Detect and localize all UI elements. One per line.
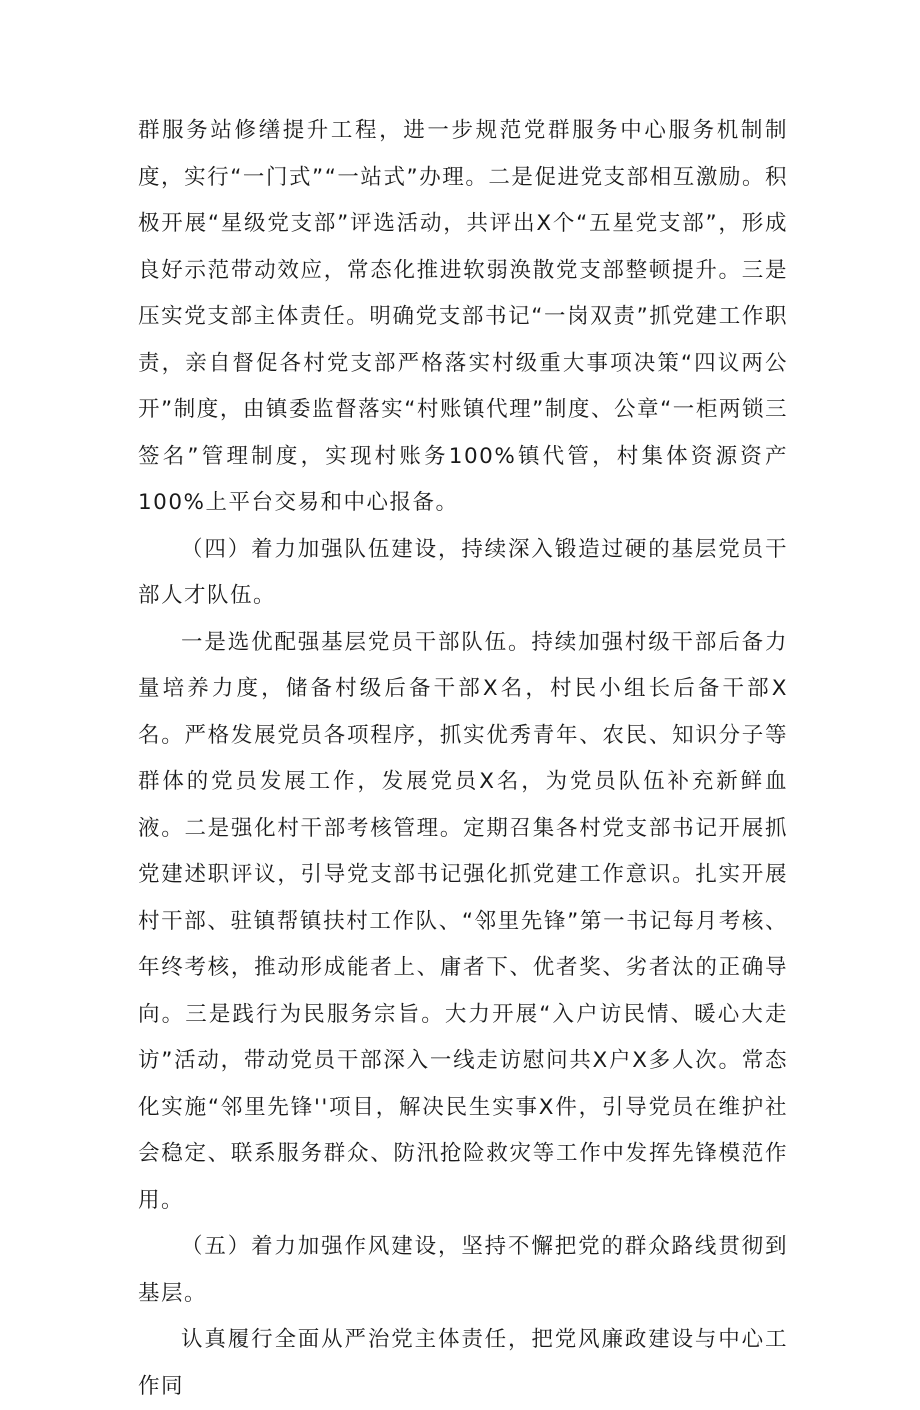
paragraph-continuation: 群服务站修缮提升工程，进一步规范党群服务中心服务机制制度，实行“一门式”“一站式”办理。二是促进党支部相互激励。积极开展“星级党支部”评选活动，共评出X个“五星党支部”，形成良好示范带动效应，常态化推进软弱涣散党支部整顿提升。三是压实党支部主体责任。明确党支部书记“一岗双责”抓党建工作职责，亲自督促各村党支部严格落实村级重大事项决策“四议两公开”制度，由镇委监督落实“村账镇代理”制度、公章“一柜两锁三签名”管理制度，实现村账务100%镇代管，村集体资源资产100%上平台交易和中心报备。 (138, 118, 788, 515)
paragraph-style-building: 认真履行全面从严治党主体责任，把党风廉政建设与中心工作同 (138, 1327, 788, 1399)
section-heading-five: （五）着力加强作风建设，坚持不懈把党的群众路线贯彻到基层。 (138, 1234, 788, 1306)
document-body (138, 108, 788, 1410)
paragraph-team-building: 一是选优配强基层党员干部队伍。持续加强村级干部后备力量培养力度，储备村级后备干部X名，村民小组长后备干部X名。严格发展党员各项程序，抓实优秀青年、农民、知识分子等群体的党员发展工作，发展党员X名，为党员队伍补充新鲜血液。二是强化村干部考核管理。定期召集各村党支部书记开展抓党建述职评议，引导党支部书记强化抓党建工作意识。扎实开展村干部、驻镇帮镇扶村工作队、“邻里先锋”第一书记每月考核、年终考核，推动形成能者上、庸者下、优者奖、劣者汰的正确导向。三是践行为民服务宗旨。大力开展“入户访民情、暖心大走访”活动，带动党员干部深入一线走访慰问共X户X多人次。常态化实施“邻里先锋''项目，解决民生实事X件，引导党员在维护社会稳定、联系服务群众、防汛抢险救灾等工作中发挥先锋模范作用。 (138, 629, 788, 1213)
section-heading-four: （四）着力加强队伍建设，持续深入锻造过硬的基层党员干部人才队伍。 (138, 536, 788, 608)
